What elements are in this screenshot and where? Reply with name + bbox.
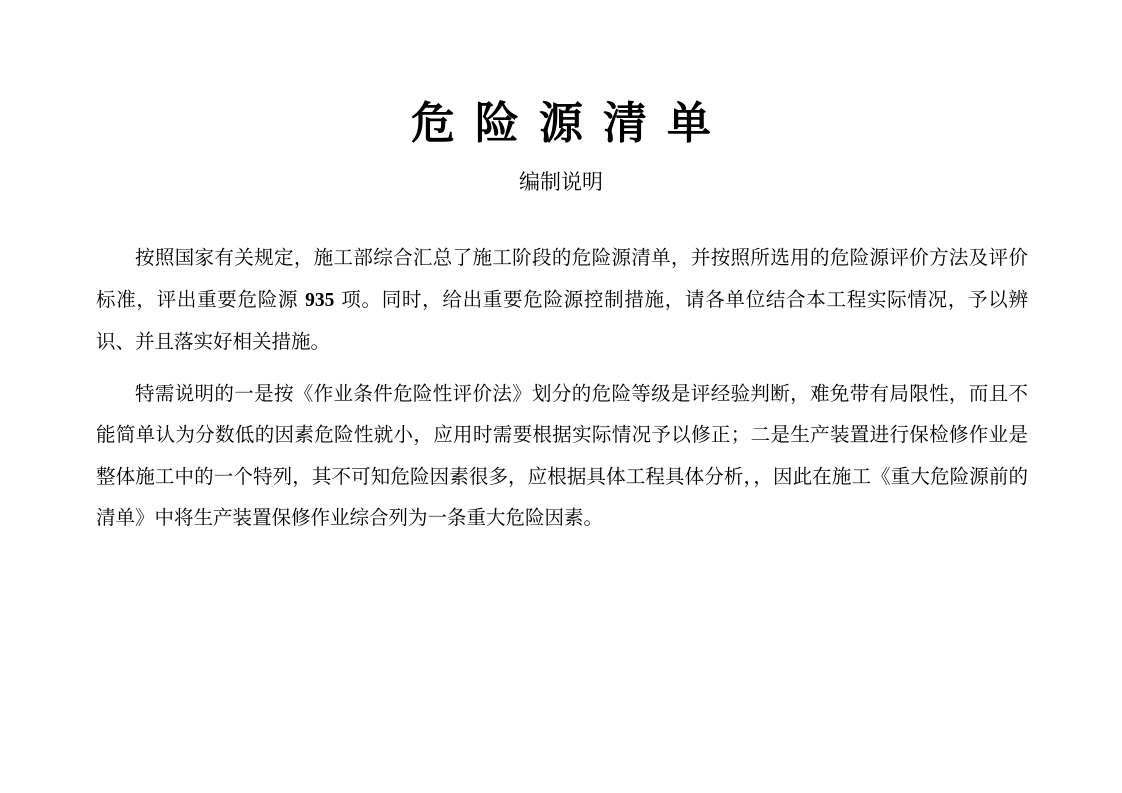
paragraph-2: 特需说明的一是按《作业条件危险性评价法》划分的危险等级是评经验判断，难免带有局限性，而且不能简单认为分数低的因素危险性就小，应用时需要根据实际情况予以修正；二是生产装置进行保检修作业是整体施工中的一个特列，其不可知危险因素很多，应根据具体工程具体分析，，因此在施工《重大危险源前的清单》中将生产装置保修作业综合列为一条重大危险因素。 <box>96 381 1028 529</box>
paragraph-1-part-a: 按照国家有关规定，施工部综合汇总了施工阶段的危险源清单，并按照所选用的危险源评价方法及评价标准，评出重要危险源 <box>96 246 1028 311</box>
paragraph-1-part-b: 项。同时，给出重要危险源控制措施，请各单位结合本工程实际情况，予以辨识、并且落实好相关措施。 <box>96 287 1028 353</box>
document-body <box>96 237 1028 539</box>
document-title: 危险源清单 <box>411 98 731 149</box>
paragraph-1 <box>96 237 1028 363</box>
hazard-count: 935 <box>305 289 335 311</box>
document-subtitle: 编制说明 <box>519 170 603 194</box>
